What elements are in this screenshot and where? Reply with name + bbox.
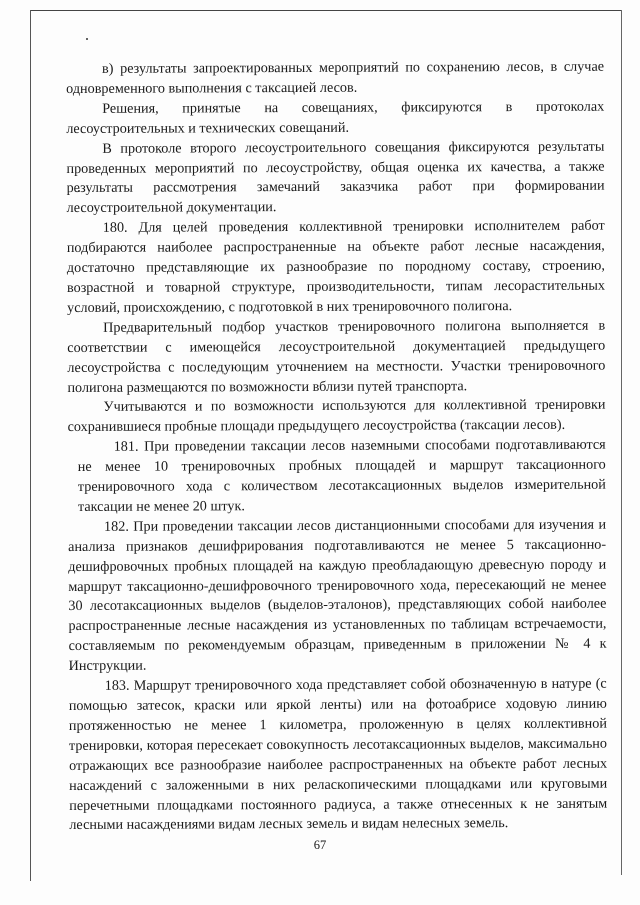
scan-speck: [86, 38, 88, 40]
scan-border-left: [30, 10, 31, 881]
scan-border-right: [621, 10, 622, 875]
paragraph-sample-plots: Учитываются и по возможности используются для коллективной тренировки сохранившиеся пробные площади предыдущего лесоустройства (таксации лесов).: [67, 397, 606, 436]
paragraph-183: 183. Маршрут тренировочного хода представляет собой обозначенную в натуре (с помощью затесок, краски или яркой ленты) или на фотоабрисе ходовую линию протяженностью не менее 1 километра, проложенную в целях коллективной тренировки, которая пересекает совокупность лесотаксационных выделов, максимально отражающих все разнообразие наиболее распространенных на объекте работ лесных насаждений с заложенными в них реласкопическими площадками или круговыми перечетными площадками постоянного радиуса, а также отнесенных к не занятым лесными насаждениями видам лесных земель и видам нелесных земель.: [68, 675, 608, 834]
page-number: 67: [313, 838, 327, 852]
paragraph-180: 180. Для целей проведения коллективной тренировки исполнителем работ подбираются наиболее распространенные на объекте работ лесные насаждения, достаточно представляющие их разнообразие по породному составу, строению, возрастной и товарной структуре, производительности, типам лесорастительных условий, происхождению, с подготовкой в них тренировочного полигона.: [66, 217, 606, 316]
paragraph-preliminary-selection: Предварительный подбор участков тренировочного полигона выполняется в соответствии с имеющейся лесоустроительной документацией предыдущего лесоустройства с последующим уточнением на местности. Участки тренировочного полигона размещаются по возможности вблизи путей транспорта.: [67, 317, 606, 396]
document-body: [66, 58, 607, 837]
paragraph-decisions: Решения, принятые на совещаниях, фиксируются в протоколах лесоустроительных и технических совещаний.: [66, 98, 605, 137]
paragraph-181: 181. При проведении таксации лесов наземными способами подготавливаются не менее 10 тренировочных пробных площадей и маршрут таксационного тренировочного хода с количеством лесотаксационных выделов измерительной таксации не менее 20 штук.: [77, 436, 606, 515]
scan-border-top: [30, 10, 622, 11]
paragraph-second-meeting-protocol: В протоколе второго лесоустроительного совещания фиксируются результаты проведенных мероприятий по лесоустройству, общая оценка их качества, а также результаты рассмотрения замечаний заказчика работ при формировании лесоустроительной документации.: [66, 138, 605, 217]
paragraph-182: 182. При проведении таксации лесов дистанционными способами для изучения и анализа признаков дешифрирования подготавливаются не менее 5 таксационно-дешифровочных пробных площадей на каждую преобладающую древесную породу и маршрут таксационно-дешифровочного тренировочного хода, пересекающий не менее 30 лесотаксационных выделов (выделов-эталонов), представляющих собой наиболее распространенные лесные насаждения из установленных по таблицам встречаемости, составляемым по рекомендуемым образцам, приведенным в приложении № 4 к Инструкции.: [68, 516, 607, 675]
paragraph-item-v: в) результаты запроектированных мероприятий по сохранению лесов, в случае одновременного выполнения с таксацией лесов.: [66, 58, 605, 97]
